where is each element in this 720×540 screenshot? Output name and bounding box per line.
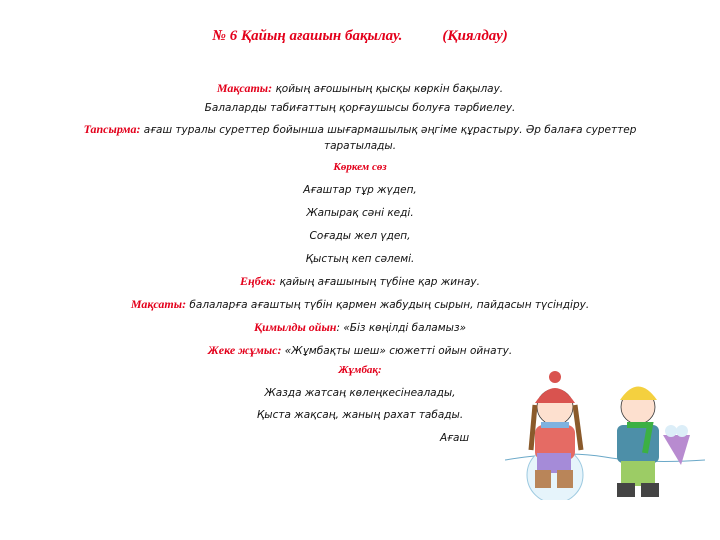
children-winter-illustration bbox=[505, 365, 705, 500]
task-label: Тапсырма: bbox=[83, 122, 141, 136]
task-line bbox=[0, 122, 720, 137]
task-line-2: таратылады. bbox=[323, 140, 397, 152]
labor-text: қайың ағашының түбіне қар жинау. bbox=[276, 276, 480, 288]
labor-label: Еңбек: bbox=[240, 274, 277, 288]
goal-label: Мақсаты: bbox=[216, 81, 273, 95]
page-title bbox=[0, 28, 720, 45]
goal-text: қойың ағошының қысқы көркін бақылау. bbox=[272, 83, 504, 95]
riddle-answer: Ағаш bbox=[440, 432, 470, 444]
title-main: № 6 Қайың ағашын бақылау. bbox=[212, 28, 403, 44]
labor-line bbox=[0, 274, 720, 289]
title-type: (Қиялдау) bbox=[442, 28, 508, 44]
task-text: ағаш туралы суреттер бойынша шығармашылық әңгіме құрастыру. Әр балаға суреттер bbox=[140, 124, 637, 136]
poem-line: Ағаштар тұр жүдеп, bbox=[303, 184, 417, 196]
riddle-line: Қыста жақсаң, жаның рахат табады. bbox=[256, 409, 464, 421]
poem-heading: Көркем сөз bbox=[333, 161, 387, 173]
poem-line: Соғады жел үдеп, bbox=[309, 230, 411, 242]
game-line bbox=[0, 320, 720, 335]
poem-line: Қыстың кеп сәлемі. bbox=[305, 253, 415, 265]
riddle-heading: Жұмбақ: bbox=[338, 364, 382, 376]
labor-goal-line bbox=[0, 297, 720, 312]
poem-line: Жапырақ сәні кеді. bbox=[306, 207, 414, 219]
game-text: : «Біз көңілді баламыз» bbox=[336, 322, 467, 334]
labor-goal-text: балаларға ағаштың түбін қармен жабудың сырын, пайдасын түсіндіру. bbox=[186, 299, 590, 311]
individual-line bbox=[0, 343, 720, 358]
riddle-line: Жазда жатсаң көлеңкесінеалады, bbox=[264, 387, 456, 399]
labor-goal-label: Мақсаты: bbox=[130, 297, 187, 311]
goal-line-2: Балаларды табиғаттың қорғаушысы болуға тәрбиелеу. bbox=[204, 102, 516, 114]
goal-line bbox=[0, 81, 720, 96]
game-label: Қимылды ойын bbox=[253, 320, 337, 334]
individual-text: «Жұмбақты шеш» сюжетті ойын ойнату. bbox=[281, 345, 513, 357]
individual-label: Жеке жұмыс: bbox=[207, 343, 282, 357]
